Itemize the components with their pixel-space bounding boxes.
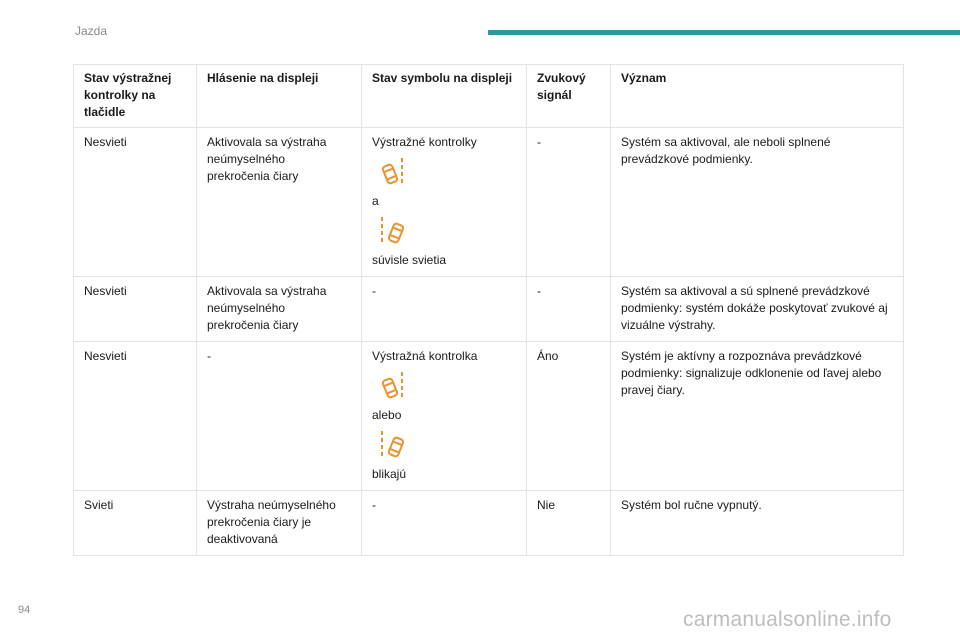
cell-symbol: -: [362, 277, 527, 342]
header-accent-bar: [488, 30, 960, 35]
table-row: [74, 342, 904, 491]
lane-departure-right-icon: [372, 210, 516, 252]
page-number: 94: [18, 604, 31, 616]
symbol-text: alebo: [372, 408, 402, 422]
cell-message: Výstraha neúmyselného prekročenia čiary je deaktivovaná: [197, 491, 362, 556]
cell-sound: -: [527, 277, 611, 342]
symbol-text: Výstražná kontrolka: [372, 349, 478, 363]
watermark-text: carmanualsonline.info: [683, 608, 892, 631]
col-header-sound: Zvukový signál: [527, 65, 611, 128]
col-header-lamp: Stav výstražnej kontrolky na tlačidle: [74, 65, 197, 128]
table-row: [74, 128, 904, 277]
cell-symbol: [362, 342, 527, 491]
col-header-symbol: Stav symbolu na displeji: [362, 65, 527, 128]
lane-departure-left-icon: [372, 365, 516, 407]
cell-meaning: Systém sa aktivoval, ale neboli splnené prevádzkové podmienky.: [611, 128, 904, 277]
cell-message: -: [197, 342, 362, 491]
cell-lamp: Nesvieti: [74, 277, 197, 342]
lane-departure-right-icon: [372, 424, 516, 466]
cell-lamp: Svieti: [74, 491, 197, 556]
warning-status-table: [73, 64, 904, 556]
cell-lamp: Nesvieti: [74, 342, 197, 491]
table-row: [74, 277, 904, 342]
cell-meaning: Systém je aktívny a rozpoznáva prevádzkové podmienky: signalizuje odklonenie od ľavej alebo pravej čiary.: [611, 342, 904, 491]
cell-message: Aktivovala sa výstraha neúmyselného prekročenia čiary: [197, 277, 362, 342]
cell-symbol: -: [362, 491, 527, 556]
symbol-text: súvisle svietia: [372, 253, 447, 267]
symbol-text: a: [372, 194, 379, 208]
cell-lamp: Nesvieti: [74, 128, 197, 277]
table-header-row: [74, 65, 904, 128]
cell-sound: Nie: [527, 491, 611, 556]
cell-message: Aktivovala sa výstraha neúmyselného prekročenia čiary: [197, 128, 362, 277]
symbol-text: Výstražné kontrolky: [372, 135, 477, 149]
cell-meaning: Systém sa aktivoval a sú splnené prevádzkové podmienky: systém dokáže poskytovať zvukové aj vizuálne výstrahy.: [611, 277, 904, 342]
symbol-text: blikajú: [372, 467, 407, 481]
col-header-meaning: Význam: [611, 65, 904, 128]
cell-sound: Áno: [527, 342, 611, 491]
section-title: Jazda: [75, 24, 108, 38]
cell-meaning: Systém bol ručne vypnutý.: [611, 491, 904, 556]
cell-symbol: [362, 128, 527, 277]
col-header-message: Hlásenie na displeji: [197, 65, 362, 128]
cell-sound: -: [527, 128, 611, 277]
lane-departure-left-icon: [372, 151, 516, 193]
table-row: [74, 491, 904, 556]
